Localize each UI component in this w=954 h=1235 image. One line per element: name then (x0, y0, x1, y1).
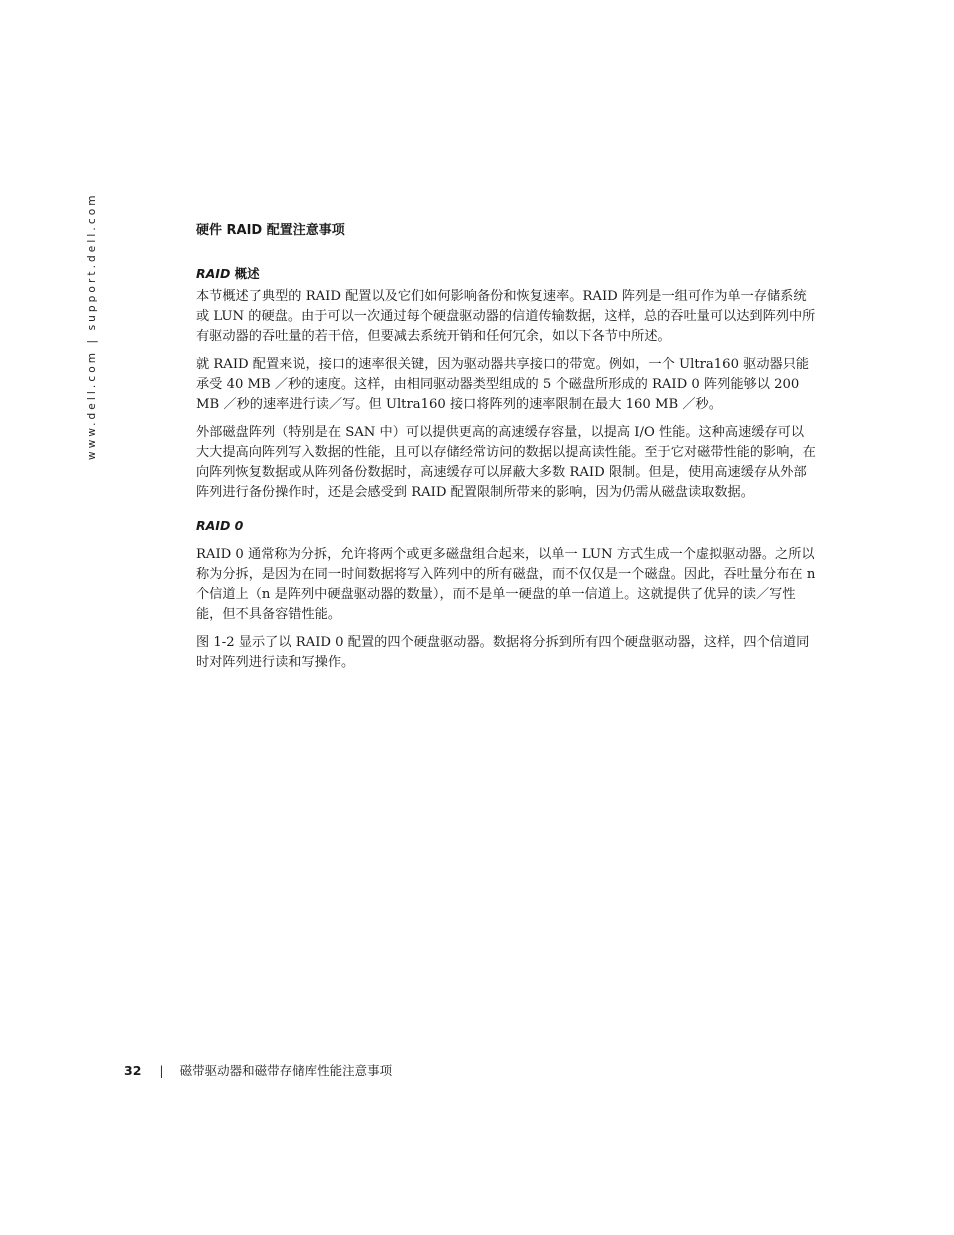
paragraph: 本节概述了典型的 RAID 配置以及它们如何影响备份和恢复速率。RAID 阵列是一组可作为单一存储系统或 LUN 的硬盘。由于可以一次通过每个硬盘驱动器的信道传输数据，这样，总的吞吐量可以达到阵列中所有驱动器的吞吐量的若干倍，但要减去系统开销和任何冗余，如以下各节中所述。 (196, 289, 816, 344)
subsection-heading (196, 517, 816, 535)
subsection-heading-latin: RAID 0 (196, 518, 244, 533)
page-footer (124, 1061, 392, 1079)
section-title: 硬件 RAID 配置注意事项 (196, 223, 345, 238)
page-content (196, 221, 816, 681)
footer-separator: | (159, 1062, 164, 1078)
subsection-heading-latin: RAID (196, 266, 231, 281)
paragraph: 外部磁盘阵列（特别是在 SAN 中）可以提供更高的高速缓存容量，以提高 I/O 性能。这种高速缓存可以大大提高向阵列写入数据的性能，且可以存储经常访问的数据以提高读性能。至于它对磁带性能的影响，在向阵列恢复数据或从阵列备份数据时，高速缓存可以屏蔽大多数 RAID 限制。但是，使用高速缓存从外部阵列进行备份操作时，还是会感受到 RAID 配置限制所带来的影响，因为仍需从磁盘读取数据。 (196, 425, 816, 500)
paragraph: 图 1-2 显示了以 RAID 0 配置的四个硬盘驱动器。数据将分拆到所有四个硬盘驱动器，这样，四个信道同时对阵列进行读和写操作。 (196, 635, 810, 670)
paragraph: RAID 0 通常称为分拆，允许将两个或更多磁盘组合起来，以单一 LUN 方式生成一个虚拟驱动器。之所以称为分拆，是因为在同一时间数据将写入阵列中的所有磁盘，而不仅仅是一个磁盘。因此，吞吐量分布在 n 个信道上（n 是阵列中硬盘驱动器的数量），而不是单一硬盘的单一信道上。这就提供了优异的读／写性能，但不具备容错性能。 (196, 547, 816, 622)
paragraph: 就 RAID 配置来说，接口的速率很关键，因为驱动器共享接口的带宽。例如，一个 Ultra160 驱动器只能承受 40 MB ／秒的速度。这样，由相同驱动器类型组成的 5 个磁盘所形成的 RAID 0 阵列能够以 200 MB ／秒的速率进行读／写。但 Ultra160 接口将阵列的速率限制在最大 160 MB ／秒。 (196, 357, 810, 412)
subsection-heading-cjk: 概述 (230, 266, 260, 281)
subsection-raid-overview (196, 265, 816, 503)
side-url: www.dell.com | support.dell.com (86, 192, 98, 460)
subsection-heading (196, 265, 816, 283)
page-number: 32 (124, 1062, 142, 1078)
chapter-title: 磁带驱动器和磁带存储库性能注意事项 (179, 1063, 393, 1078)
subsection-raid-0 (196, 517, 816, 673)
